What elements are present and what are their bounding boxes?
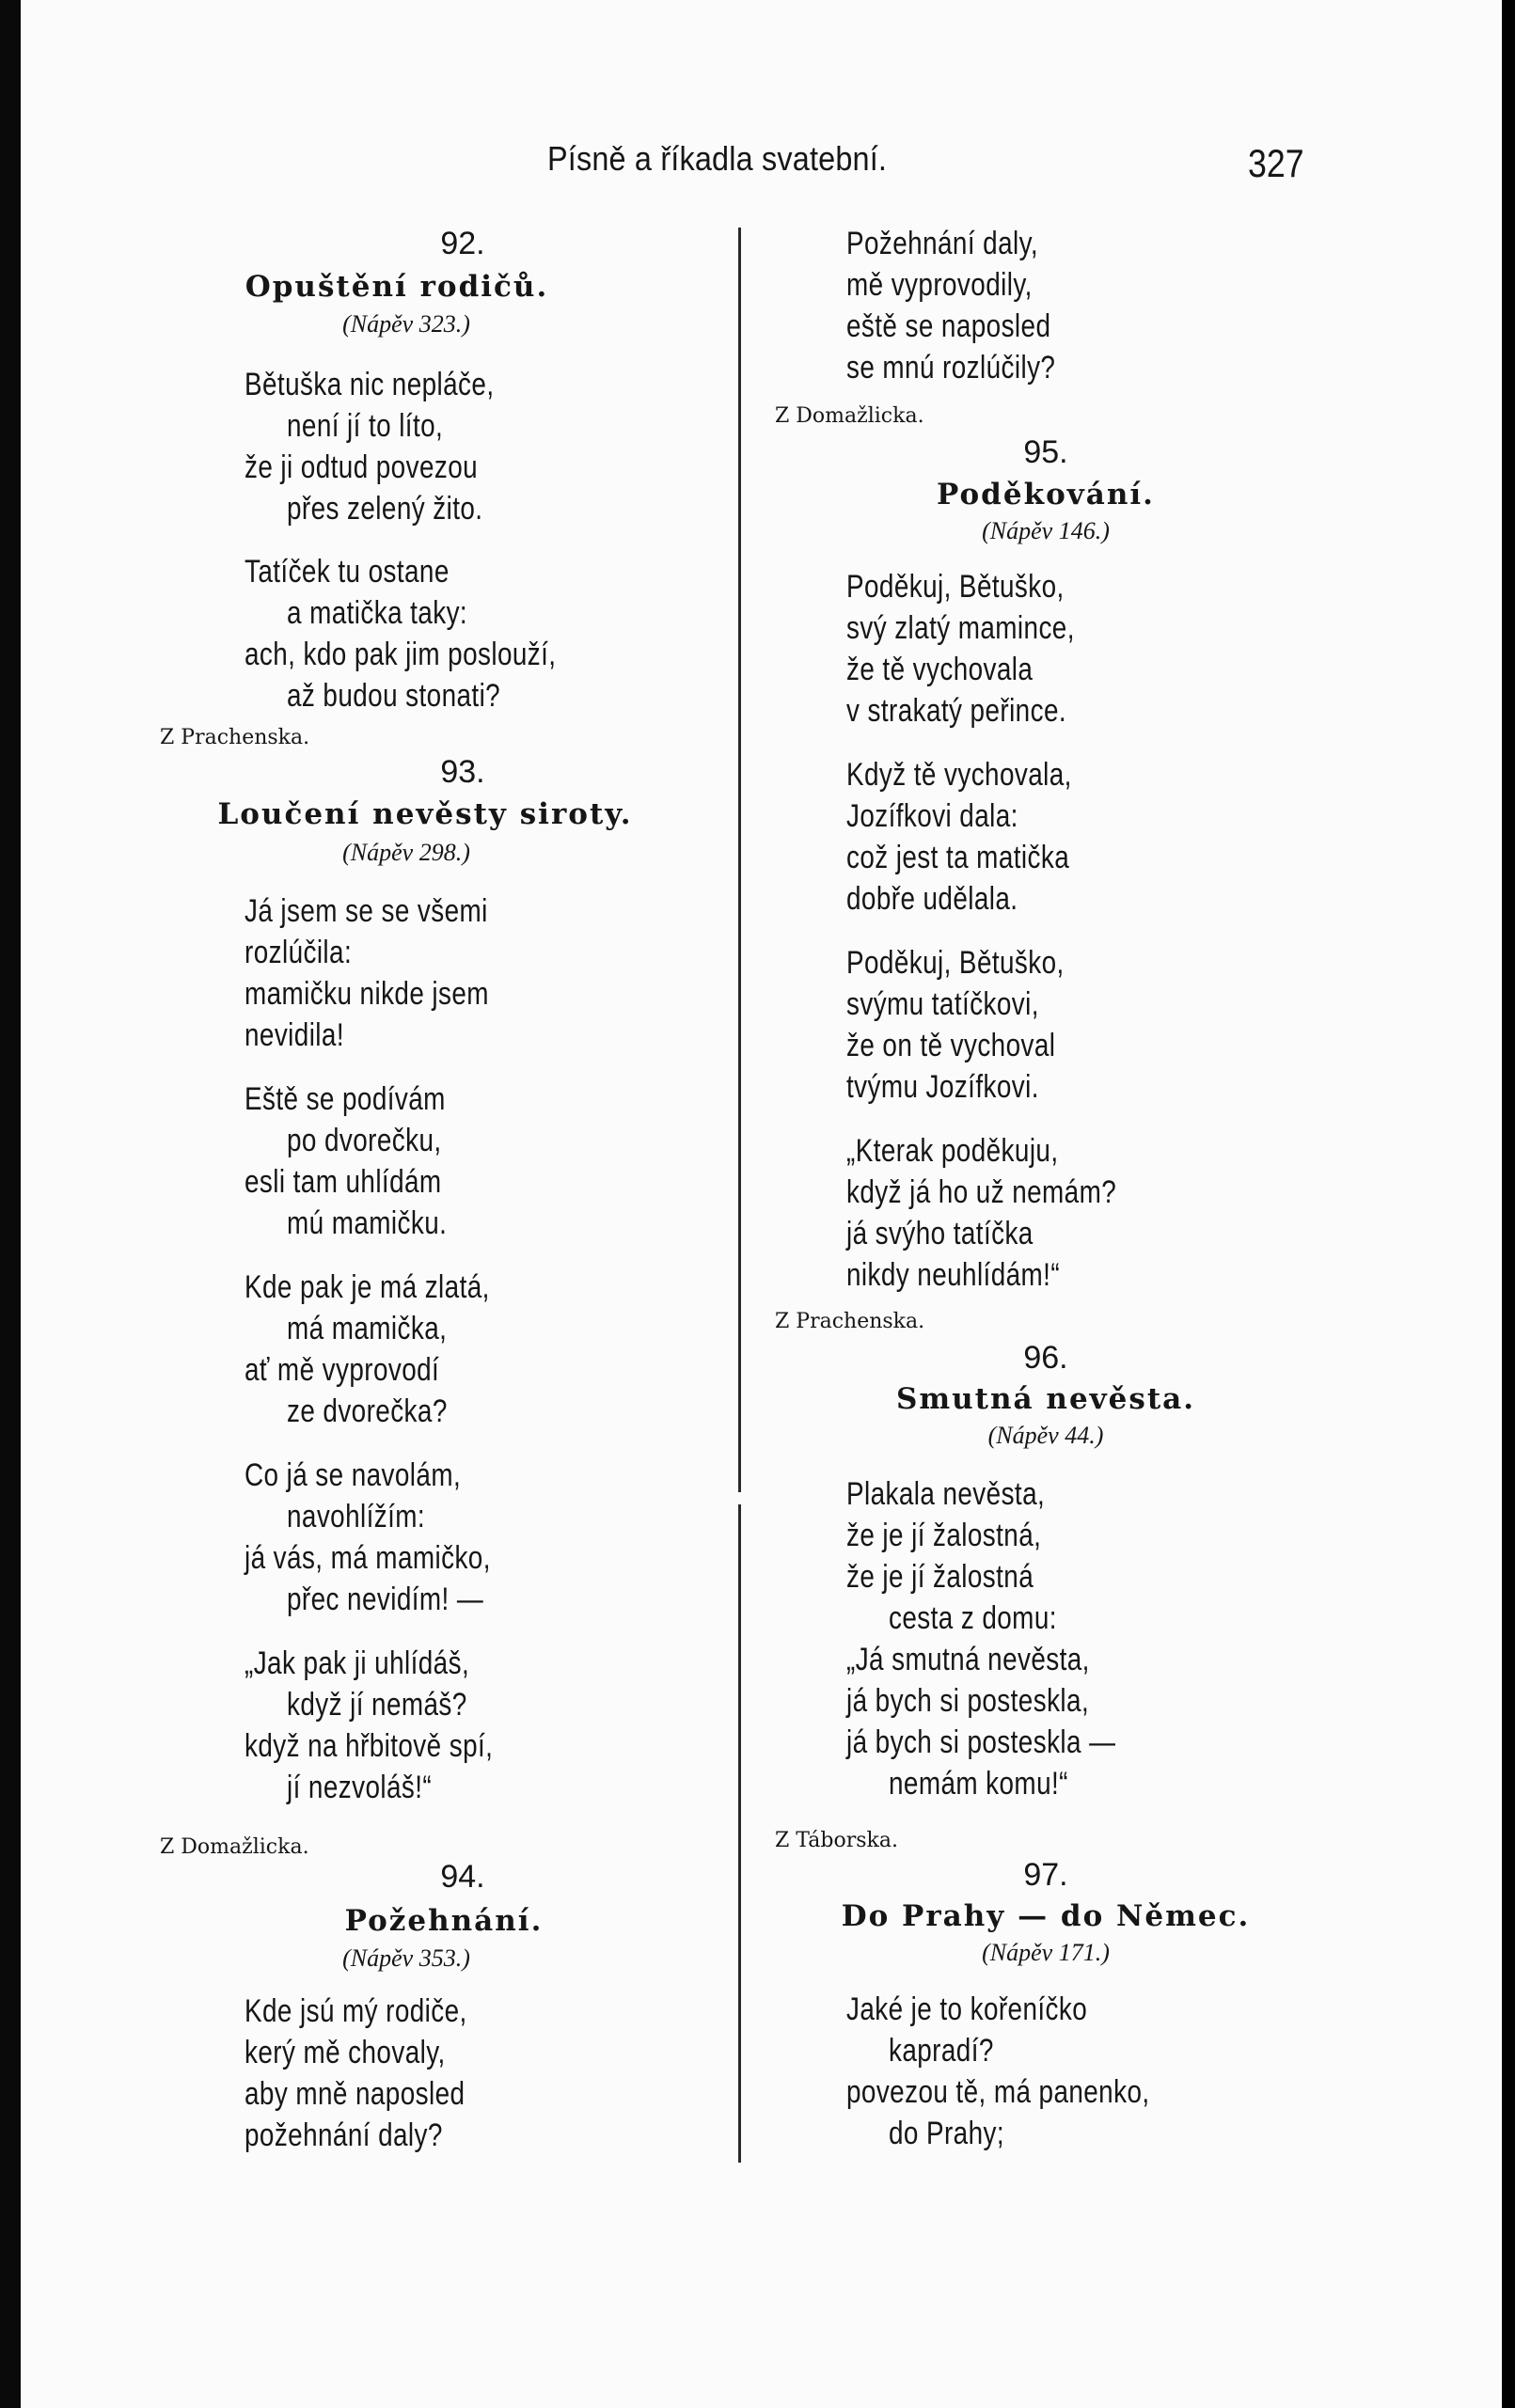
verse-line: svýmu tatíčkovi, bbox=[846, 986, 1039, 1022]
verse-line: „Já smutná nevěsta, bbox=[846, 1642, 1090, 1677]
melody-ref: (Nápěv 323.) bbox=[342, 310, 470, 338]
verse-line: aby mně naposled bbox=[245, 2076, 466, 2112]
verse-line: svý zlatý mamince, bbox=[846, 610, 1075, 646]
verse-line: Poděkuj, Bětuško, bbox=[846, 569, 1065, 605]
verse-line: já bych si posteskla — bbox=[846, 1724, 1116, 1760]
song-title: Do Prahy — do Němec. bbox=[841, 1899, 1251, 1933]
verse-line: když já ho už nemám? bbox=[846, 1174, 1117, 1210]
region-attribution: Z Táborska. bbox=[775, 1829, 898, 1852]
song-title: Požehnání. bbox=[344, 1904, 544, 1938]
verse-line: Jaké je to kořeníčko bbox=[846, 1991, 1088, 2027]
song-title: Loučení nevěsty siroty. bbox=[217, 797, 633, 831]
verse-line: že je jí žalostná, bbox=[846, 1518, 1042, 1553]
verse-line: nemám komu!“ bbox=[889, 1766, 1068, 1802]
song-number: 97. bbox=[1023, 1857, 1068, 1893]
verse-line: povezou tě, má panenko, bbox=[846, 2074, 1150, 2110]
verse-line: Tatíček tu ostane bbox=[245, 554, 450, 590]
verse-line: nevidila! bbox=[245, 1017, 344, 1053]
book-spine-shadow bbox=[0, 0, 21, 2408]
melody-ref: (Nápěv 298.) bbox=[342, 839, 470, 866]
verse-line: eště se naposled bbox=[846, 308, 1051, 344]
verse-line: tvýmu Jozífkovi. bbox=[846, 1069, 1039, 1105]
verse-line: esli tam uhlídám bbox=[245, 1164, 442, 1200]
verse-line: a matička taky: bbox=[287, 595, 468, 631]
verse-line: že tě vychovala bbox=[846, 652, 1034, 687]
verse-line: až budou stonati? bbox=[287, 678, 501, 714]
melody-ref: (Nápěv 353.) bbox=[342, 1944, 470, 1972]
verse-line: Eště se podívám bbox=[245, 1081, 446, 1117]
verse-line: což jest ta matička bbox=[846, 840, 1070, 875]
column-divider bbox=[738, 228, 741, 1492]
verse-line: mú mamičku. bbox=[287, 1205, 448, 1241]
verse-line: jí nezvoláš!“ bbox=[287, 1770, 433, 1805]
song-title: Smutná nevěsta. bbox=[895, 1382, 1196, 1416]
verse-line: Plakala nevěsta, bbox=[846, 1476, 1046, 1512]
verse-line: „Kterak poděkuju, bbox=[846, 1133, 1059, 1169]
verse-line: Bětuška nic nepláče, bbox=[245, 367, 495, 402]
verse-line: já bych si posteskla, bbox=[846, 1683, 1090, 1719]
song-number: 94. bbox=[440, 1859, 485, 1895]
verse-line: se mnú rozlúčily? bbox=[846, 350, 1056, 386]
verse-line: do Prahy; bbox=[889, 2116, 1005, 2151]
region-attribution: Z Prachenska. bbox=[775, 1310, 925, 1333]
verse-line: má mamička, bbox=[287, 1311, 448, 1346]
song-number: 96. bbox=[1023, 1340, 1068, 1376]
verse-line: ze dvorečka? bbox=[287, 1393, 448, 1429]
verse-line: dobře udělala. bbox=[846, 881, 1018, 917]
verse-line: Já jsem se se všemi bbox=[245, 893, 488, 929]
verse-line: rozlúčila: bbox=[245, 935, 353, 970]
verse-line: po dvorečku, bbox=[287, 1123, 442, 1158]
verse-line: já vás, má mamičko, bbox=[245, 1540, 491, 1576]
verse-line: Požehnání daly, bbox=[846, 226, 1039, 261]
verse-line: když jí nemáš? bbox=[287, 1687, 467, 1723]
region-attribution: Z Domažlicka. bbox=[775, 404, 924, 428]
running-title: Písně a říkadla svatební. bbox=[547, 139, 888, 178]
verse-line: ach, kdo pak jim poslouží, bbox=[245, 637, 557, 672]
melody-ref: (Nápěv 44.) bbox=[987, 1422, 1104, 1449]
verse-line: v strakatý peřince. bbox=[846, 693, 1067, 729]
verse-line: požehnání daly? bbox=[245, 2117, 443, 2153]
song-number: 93. bbox=[440, 754, 485, 790]
verse-line: mamičku nikde jsem bbox=[245, 976, 489, 1012]
verse-line: cesta z domu: bbox=[889, 1600, 1057, 1636]
song-number: 95. bbox=[1023, 434, 1068, 470]
verse-line: kapradí? bbox=[889, 2033, 994, 2069]
verse-line: když na hřbitově spí, bbox=[245, 1728, 494, 1764]
verse-line: Jozífkovi dala: bbox=[846, 798, 1018, 834]
verse-line: mě vyprovodily, bbox=[846, 267, 1033, 303]
column-divider bbox=[738, 1504, 741, 2163]
verse-line: já svýho tatíčka bbox=[846, 1216, 1034, 1251]
verse-line: přec nevidím! — bbox=[287, 1582, 484, 1617]
verse-line: navohlížím: bbox=[287, 1499, 426, 1535]
verse-line: přes zelený žito. bbox=[287, 491, 483, 527]
song-title: Opuštění rodičů. bbox=[245, 270, 549, 304]
song-title: Poděkování. bbox=[937, 478, 1155, 512]
verse-line: Když tě vychovala, bbox=[846, 757, 1072, 793]
verse-line: kerý mě chovaly, bbox=[245, 2035, 446, 2070]
melody-ref: (Nápěv 171.) bbox=[982, 1939, 1110, 1966]
verse-line: že on tě vychoval bbox=[846, 1028, 1056, 1063]
verse-line: ať mě vyprovodí bbox=[245, 1352, 440, 1388]
region-attribution: Z Domažlicka. bbox=[160, 1835, 309, 1859]
verse-line: Kde pak je má zlatá, bbox=[245, 1269, 490, 1305]
verse-line: nikdy neuhlídám!“ bbox=[846, 1257, 1061, 1293]
verse-line: že je jí žalostná bbox=[846, 1559, 1034, 1595]
verse-line: Co já se navolám, bbox=[245, 1457, 462, 1493]
verse-line: že ji odtud povezou bbox=[245, 449, 479, 485]
page-number: 327 bbox=[1248, 141, 1304, 185]
melody-ref: (Nápěv 146.) bbox=[982, 517, 1110, 544]
region-attribution: Z Prachenska. bbox=[160, 726, 310, 749]
verse-line: Kde jsú mý rodiče, bbox=[245, 1993, 467, 2029]
book-page bbox=[21, 0, 1502, 2408]
verse-line: není jí to líto, bbox=[287, 408, 444, 444]
verse-line: „Jak pak ji uhlídáš, bbox=[245, 1645, 470, 1681]
verse-line: Poděkuj, Bětuško, bbox=[846, 945, 1065, 981]
song-number: 92. bbox=[440, 226, 485, 261]
